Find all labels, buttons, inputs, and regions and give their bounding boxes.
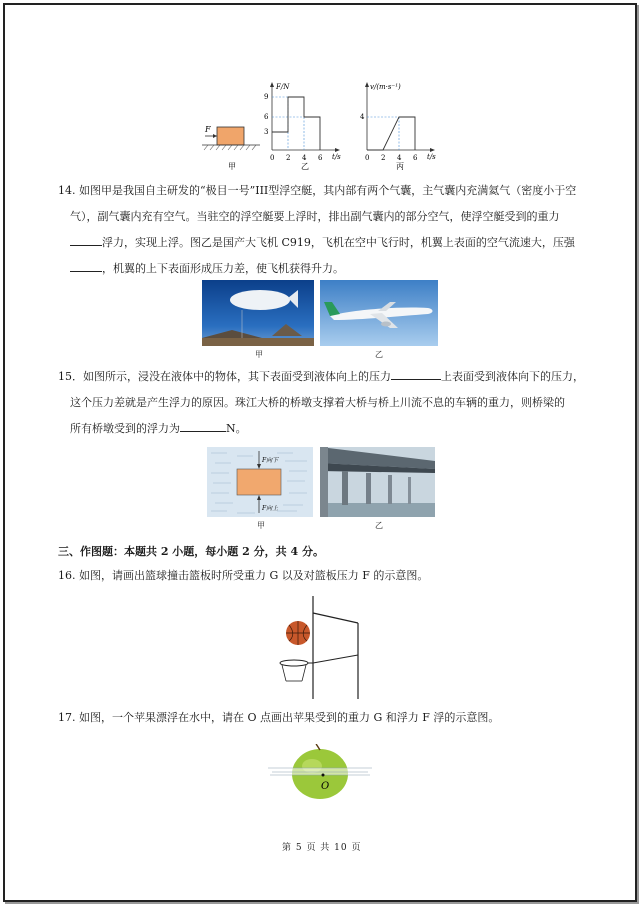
x-axis-label: t/s — [332, 153, 341, 161]
submerged-object-diagram — [207, 447, 313, 517]
tick-2: 2 — [381, 154, 386, 162]
caption-jia: 甲 — [228, 162, 236, 171]
caption-jia: 甲 — [255, 350, 263, 359]
tick-2: 2 — [286, 154, 291, 162]
answer-blank-4[interactable] — [180, 418, 226, 432]
force-down-label: F向下 — [262, 457, 279, 464]
point-label: O — [321, 781, 330, 792]
caption-yi: 乙 — [375, 350, 383, 359]
tick-6: 6 — [413, 154, 418, 162]
velocity-time-graph — [360, 82, 436, 162]
block-diagram — [202, 125, 260, 150]
q15-line3-text: 所有桥墩受到的浮力为 — [70, 422, 180, 435]
q14-line4-text: ，机翼的上下表面形成压力差，使飞机获得升力。 — [102, 262, 344, 275]
caption-bing: 丙 — [396, 162, 404, 171]
x-axis-label: t/s — [427, 153, 436, 161]
q15-line1 — [58, 364, 584, 390]
page-footer: 第 5 页 共 10 页 — [282, 843, 362, 853]
q14-line3-text: 浮力，实现上浮。图乙是国产大飞机 C919，飞机在空中飞行时，机翼上表面的空气流速大，压强 — [102, 236, 575, 249]
answer-blank-3[interactable] — [391, 366, 441, 380]
answer-blank-2[interactable] — [70, 258, 102, 272]
answer-blank-1[interactable] — [70, 232, 102, 246]
caption-yi: 乙 — [301, 162, 309, 171]
q16-text: 16. 如图，请画出篮球撞击篮板时所受重力 G 以及对篮板压力 F 的示意图。 — [58, 569, 429, 582]
apple-diagram — [268, 744, 372, 802]
y-axis-label: v/(m·s⁻¹) — [370, 83, 401, 91]
section-title: 三、作图题：本题共 2 小题，每小题 2 分，共 4 分。 — [58, 545, 324, 558]
q14-line2: 气），副气囊内充有空气。当驻空的浮空艇要上浮时，排出副气囊内的部分空气，使浮空艇受到的重力 — [70, 210, 560, 223]
tick-0: 0 — [365, 154, 370, 162]
airship-photo — [202, 280, 314, 346]
tick-9: 9 — [264, 93, 269, 101]
q14-line1: 14. 如图甲是我国自主研发的“极目一号”III型浮空艇，其内部有两个气囊，主气囊内充满氦气（密度小于空 — [58, 184, 577, 197]
q17-text: 17. 如图，一个苹果漂浮在水中，请在 O 点画出苹果受到的重力 G 和浮力 F 浮的示意图。 — [58, 711, 500, 724]
y-axis-label: F/N — [276, 83, 290, 91]
c919-photo — [320, 280, 438, 346]
tick-4: 4 — [302, 154, 307, 162]
force-time-graph — [264, 82, 341, 162]
basketball-diagram — [278, 593, 368, 701]
q15-line1-after: 上表面受到液体向下的压力， — [441, 370, 584, 383]
tick-6: 6 — [318, 154, 323, 162]
bridge-photo — [320, 447, 435, 517]
q14-line4 — [70, 256, 344, 282]
q15-line1-text: 15．如图所示，浸没在液体中的物体，其下表面受到液体向上的压力 — [58, 370, 391, 383]
tick-4: 4 — [397, 154, 402, 162]
q15-line3-after: N。 — [226, 422, 247, 435]
tick-4: 4 — [360, 113, 365, 121]
caption-yi: 乙 — [375, 521, 383, 530]
q14-line3 — [70, 230, 575, 256]
q13-figures — [200, 80, 440, 172]
tick-3: 3 — [264, 128, 269, 136]
force-label: F — [205, 125, 211, 134]
tick-0: 0 — [270, 154, 275, 162]
q15-line2: 这个压力差就是产生浮力的原因。珠江大桥的桥墩支撑着大桥与桥上川流不息的车辆的重力，则桥梁的 — [70, 396, 565, 409]
caption-jia: 甲 — [257, 521, 265, 530]
q15-line3 — [70, 416, 247, 442]
force-up-label: F向上 — [262, 505, 279, 512]
tick-6: 6 — [264, 113, 269, 121]
